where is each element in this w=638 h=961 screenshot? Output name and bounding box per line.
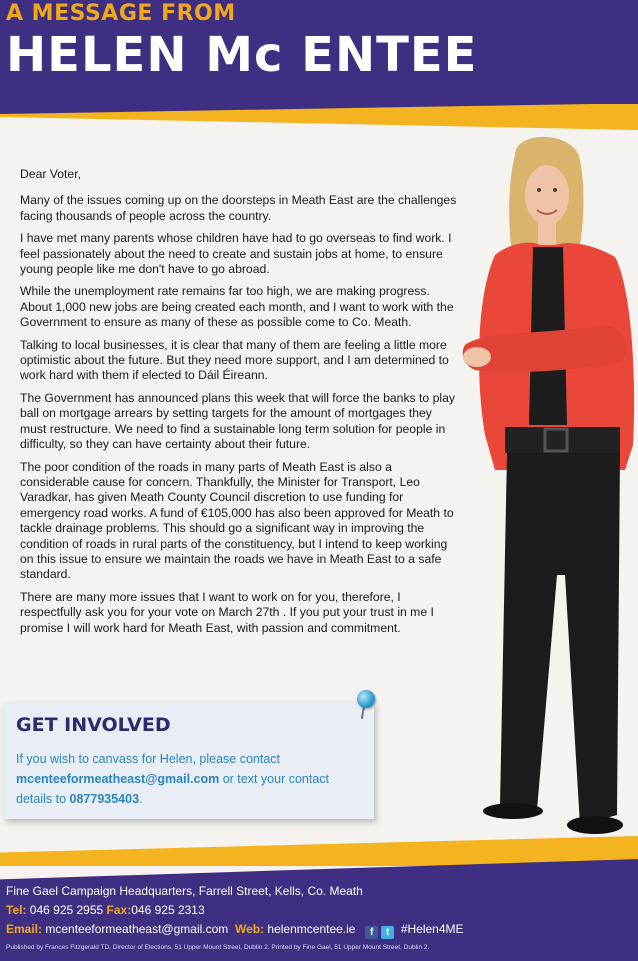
header-kicker: A MESSAGE FROM [6, 1, 236, 26]
shoe-left [483, 803, 543, 819]
neck-shape [538, 220, 556, 245]
eye-right [553, 188, 557, 192]
twitter-icon[interactable]: t [381, 926, 394, 939]
footer-phone-line [6, 903, 205, 917]
letter-body [20, 167, 460, 643]
get-involved-middle: or text your contact details to [16, 772, 330, 806]
get-involved-end: . [139, 792, 143, 806]
footer-web-link[interactable]: helenmcentee.ie [267, 922, 356, 936]
footer-web-label: Web: [234, 922, 265, 936]
get-involved-email-link[interactable]: mcenteeformeatheast@gmail.com [16, 772, 220, 786]
trousers-shape [500, 453, 620, 825]
footer-tel-label: Tel: [6, 903, 27, 917]
get-involved-box [4, 703, 374, 819]
candidate-photo [455, 135, 638, 840]
footer-yellow-stripe [0, 836, 638, 866]
get-involved-text [16, 749, 368, 809]
footer-email-link[interactable]: mcenteeformeatheast@gmail.com [45, 922, 229, 936]
candidate-name: HELEN Mc ENTEE [6, 27, 478, 83]
salutation: Dear Voter, [20, 167, 81, 181]
letter-paragraph: Many of the issues coming up on the doorsteps in Meath East are the challenges facing thousands of people across the country. [20, 193, 457, 223]
footer-published-by: Published by Frances Fitzgerald TD, Director of Elections, 51 Upper Mount Street, Dublin 2. Printed by Fine Gael, 51 Upper Mount Street, Dublin 2. [6, 944, 430, 951]
face-shape [525, 165, 569, 225]
header-banner [0, 0, 638, 108]
footer-email-label: Email: [6, 922, 43, 936]
get-involved-intro: If you wish to canvass for Helen, please contact [16, 752, 281, 766]
get-involved-title: GET INVOLVED [16, 714, 171, 736]
letter-paragraph: The Government has announced plans this week that will force the banks to play ball on mortgage arrears by setting targets for the amount of mortgages they must restructure. We need to find a sustainable long term solution for people in difficulty, so they can have certainty about their future. [20, 390, 455, 452]
footer-hashtag: #Helen4ME [400, 922, 464, 936]
pushpin-icon [357, 690, 375, 708]
get-involved-phone[interactable]: 0877935403 [69, 792, 140, 806]
letter-paragraph: There are many more issues that I want to work on for you, therefore, I respectfully ask you for your vote on March 27th . If you put your trust in me I promise I will work hard for Meath East, with passion and commitment. [20, 589, 434, 635]
letter-paragraph: The poor condition of the roads in many parts of Meath East is also a considerable cause for concern. Thankfully, the Minister for Transport, Leo Varadkar, has given Meath County Council discretion to use funding for emergency road works. A fund of €105,000 has also been approved for Meath to tackle drainage problems. This should go a significant way in improving the condition of roads in rural parts of the constituency, but I intend to keep working on this issue to ensure we maintain the roads we have in Meath East to a safe standard. [20, 459, 454, 582]
footer-contact-line [6, 922, 464, 939]
footer-fax-label: Fax: [106, 903, 132, 917]
belt-shape [505, 427, 620, 453]
letter-paragraph: Talking to local businesses, it is clear that many of them are feeling a little more optimistic about the future. But they need more support, and I am determined to work hard with them if elected to Dáil Éireann. [20, 337, 449, 383]
footer-fax: 046 925 2313 [131, 903, 205, 917]
letter-paragraph: I have met many parents whose children have had to go overseas to find work. I feel passionately about the need to create and sustain jobs at home, to ensure young people like me don't have to go abroad. [20, 231, 452, 277]
eye-left [537, 188, 541, 192]
shoe-right [567, 816, 623, 834]
hand-shape [463, 347, 491, 367]
letter-paragraph: While the unemployment rate remains far too high, we are making progress. About 1,000 new jobs are being created each month, and I want to work with the Government to ensure as many of these as possible come to Co. Meath. [20, 284, 454, 330]
footer-tel[interactable]: 046 925 2955 [29, 903, 104, 917]
facebook-icon[interactable]: f [365, 926, 378, 939]
footer-hq-address: Fine Gael Campaign Headquarters, Farrell Street, Kells, Co. Meath [6, 884, 363, 898]
